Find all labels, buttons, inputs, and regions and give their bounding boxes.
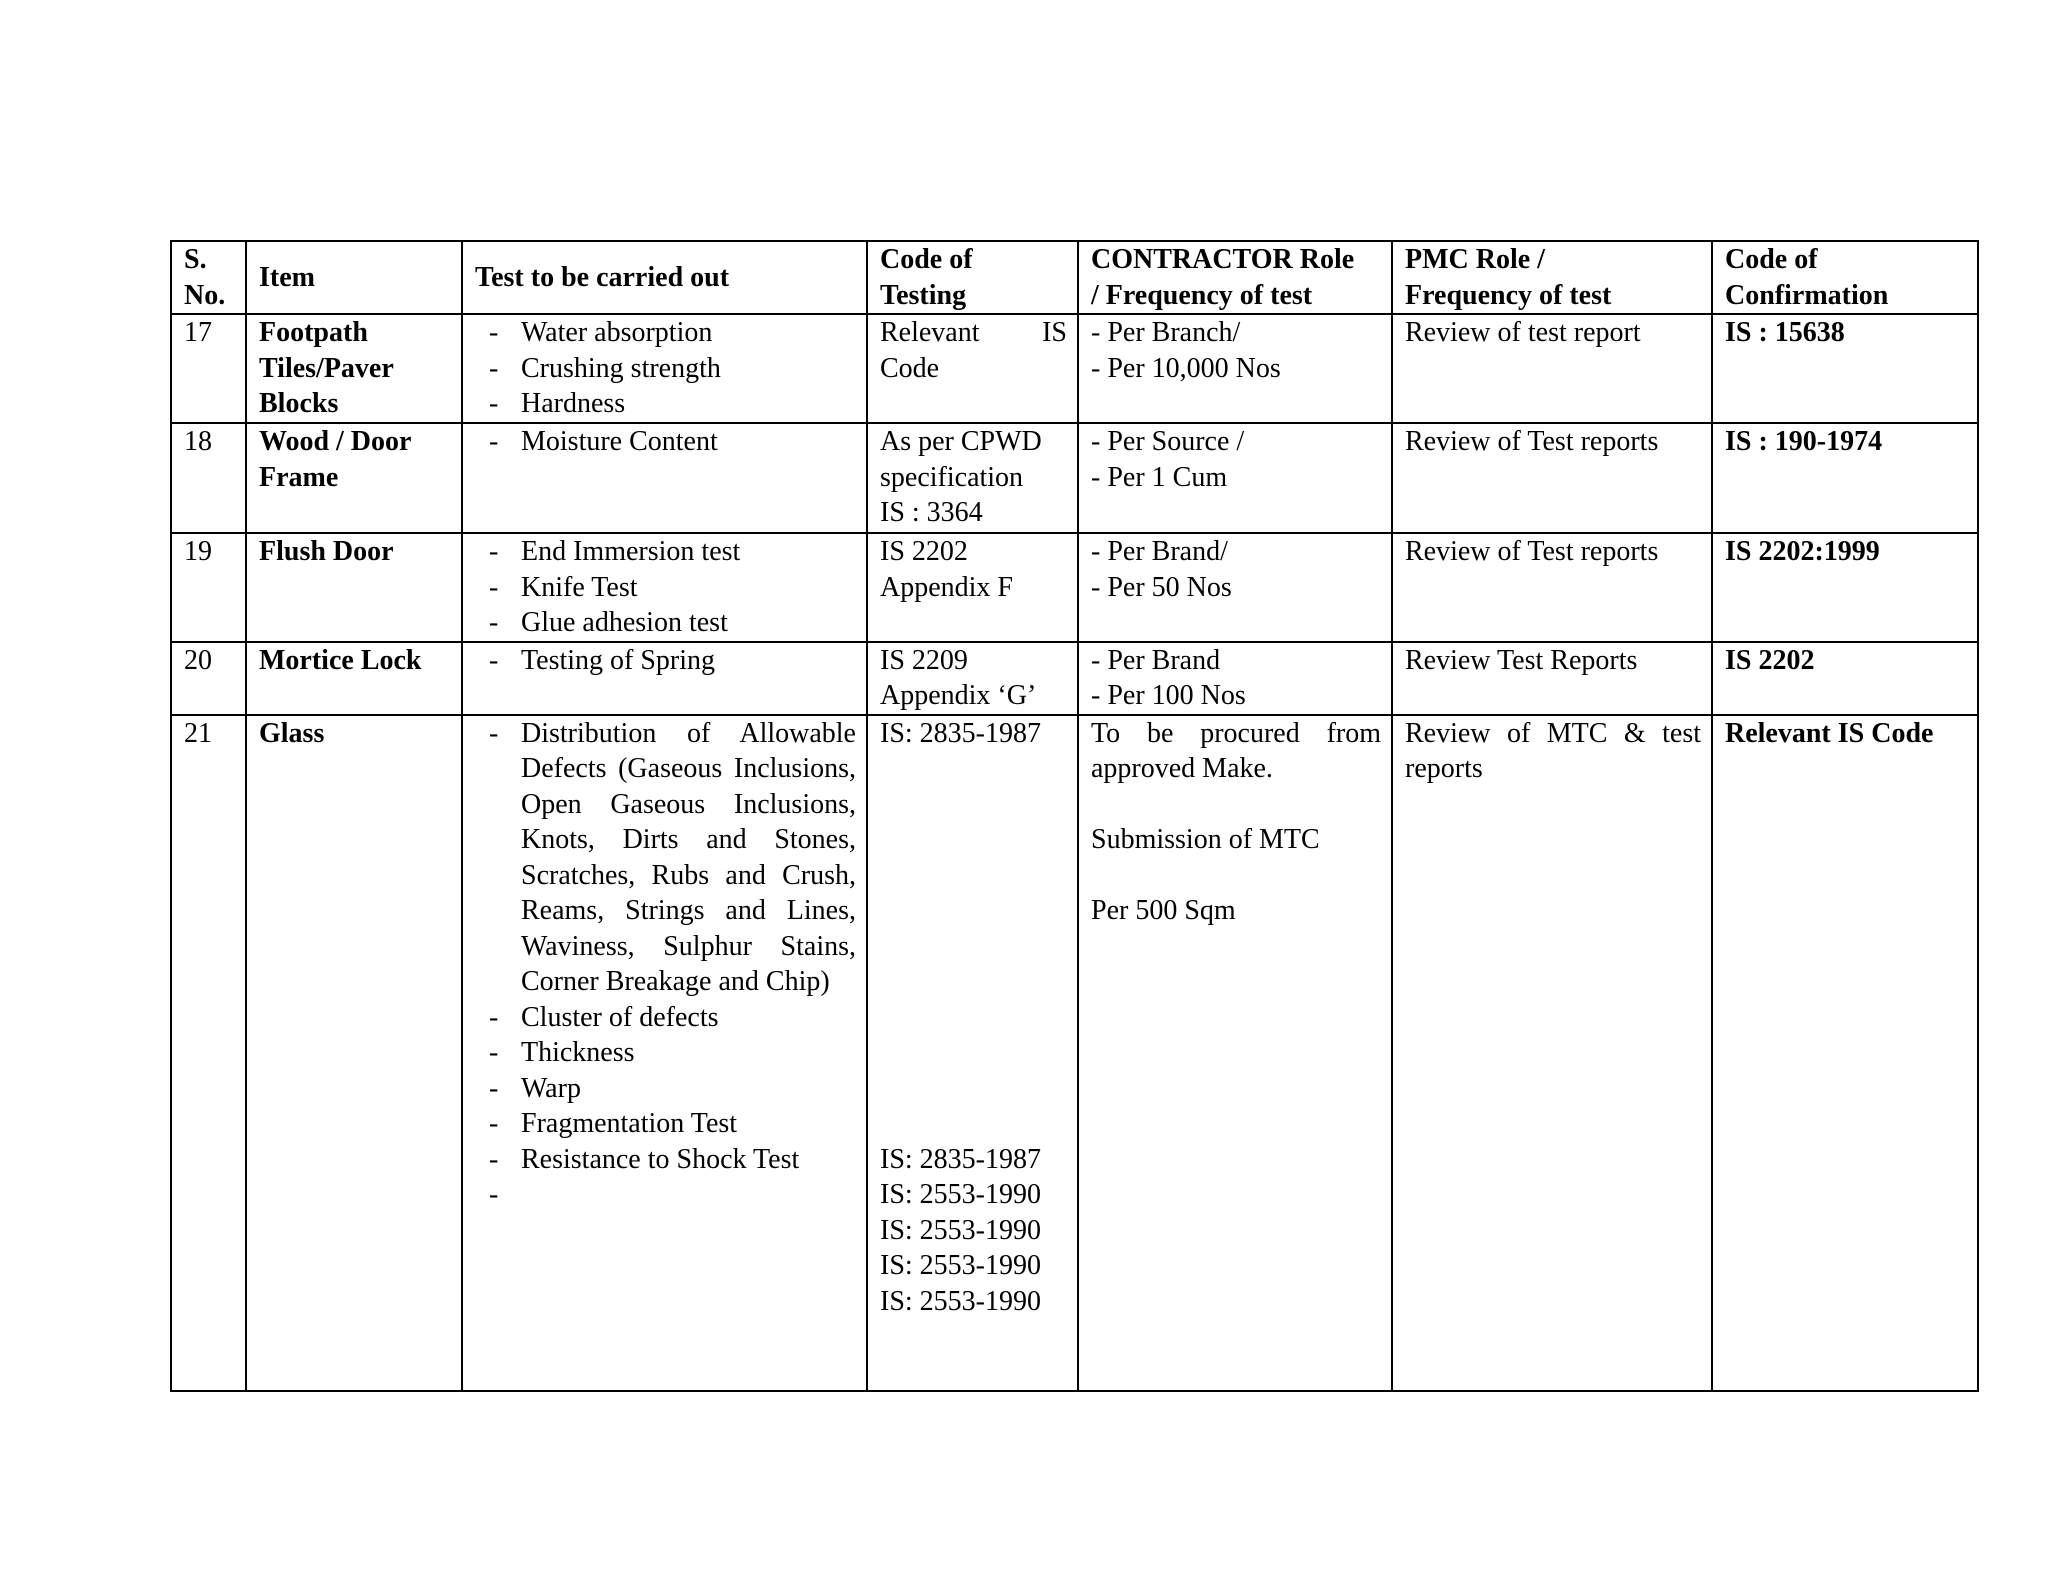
row-pmc: Review of Test reports <box>1392 423 1712 533</box>
row-sno: 19 <box>171 533 246 642</box>
header-item: Item <box>246 241 462 314</box>
row-item: Wood / Door Frame <box>246 423 462 533</box>
row-confirmation: IS : 15638 <box>1712 314 1978 423</box>
header-test: Test to be carried out <box>462 241 867 314</box>
row-code-of-testing: IS: 2835-1987 IS: 2835-1987 IS: 2553-1990 IS: 2553-1990 IS: 2553-1990 IS: 2553-1990 <box>867 715 1078 1391</box>
test-item: - Fragmentation Test <box>489 1108 738 1139</box>
table-row <box>171 423 1978 533</box>
header-pmc-role: PMC Role / Frequency of test <box>1392 241 1712 314</box>
row-tests <box>462 423 867 533</box>
row-contractor: - Per Source / - Per 1 Cum <box>1078 423 1392 533</box>
header-code-of-testing: Code of Testing <box>867 241 1078 314</box>
table-row <box>171 533 1978 642</box>
row-tests <box>462 314 867 423</box>
row-code-of-testing: IS 2209 Appendix ‘G’ <box>867 642 1078 715</box>
row-item: Mortice Lock <box>246 642 462 715</box>
row-item: Flush Door <box>246 533 462 642</box>
row-code-of-testing: IS 2202 Appendix F <box>867 533 1078 642</box>
test-item: - Warp <box>489 1072 581 1104</box>
row-pmc: Review of MTC & test reports <box>1392 715 1712 1391</box>
row-confirmation: Relevant IS Code <box>1712 715 1978 1391</box>
test-item: - <box>489 1179 499 1210</box>
row-pmc: Review Test Reports <box>1392 642 1712 715</box>
test-item: - Glue adhesion test <box>489 607 728 638</box>
test-item: - Moisture Content <box>489 426 718 457</box>
row-sno: 20 <box>171 642 246 715</box>
row-pmc: Review of Test reports <box>1392 533 1712 642</box>
test-item: - Resistance to Shock Test <box>489 1143 800 1175</box>
row-item: Glass <box>246 715 462 1391</box>
row-pmc: Review of test report <box>1392 314 1712 423</box>
test-item: - Crushing strength <box>489 352 721 384</box>
row-sno: 21 <box>171 715 246 1391</box>
row-tests <box>462 715 867 1391</box>
row-confirmation: IS 2202 <box>1712 642 1978 715</box>
row-tests <box>462 533 867 642</box>
test-item: - Hardness <box>489 388 626 419</box>
table-row <box>171 642 1978 715</box>
header-contractor-role: CONTRACTOR Role / Frequency of test <box>1078 241 1392 314</box>
row-confirmation: IS 2202:1999 <box>1712 533 1978 642</box>
row-contractor: - Per Branch/ - Per 10,000 Nos <box>1078 314 1392 423</box>
table-row <box>171 314 1978 423</box>
row-sno: 18 <box>171 423 246 533</box>
test-item: - Distribution of Allowable Defects (Gaseous Inclusions, Open Gaseous Inclusions, Knots, Dirts and Stones, Scratches, Rubs and Crush, Reams, Strings and Lines, Waviness, Sulphur Stains, Corner Breakage and Chip) <box>489 717 856 997</box>
row-confirmation: IS : 190-1974 <box>1712 423 1978 533</box>
table-row <box>171 715 1978 1391</box>
row-contractor: To be procured from approved Make. Submission of MTC Per 500 Sqm <box>1078 715 1392 1391</box>
row-contractor: - Per Brand/ - Per 50 Nos <box>1078 533 1392 642</box>
header-code-of-confirmation: Code of Confirmation <box>1712 241 1978 314</box>
test-item: - Water absorption <box>489 317 713 348</box>
row-item: Footpath Tiles/Paver Blocks <box>246 314 462 423</box>
row-contractor: - Per Brand - Per 100 Nos <box>1078 642 1392 715</box>
row-code-of-testing: As per CPWD specification IS : 3364 <box>867 423 1078 533</box>
test-item: - Testing of Spring <box>489 644 716 676</box>
test-item: - Cluster of defects <box>489 1001 719 1033</box>
testing-table <box>170 240 1979 1392</box>
test-item: - Knife Test <box>489 571 638 603</box>
header-row <box>171 241 1978 314</box>
test-item: - End Immersion test <box>489 536 741 567</box>
row-code-of-testing: Relevant IS Code <box>867 314 1078 423</box>
row-tests <box>462 642 867 715</box>
header-sno: S. No. <box>171 241 246 314</box>
test-item: - Thickness <box>489 1037 635 1068</box>
row-sno: 17 <box>171 314 246 423</box>
